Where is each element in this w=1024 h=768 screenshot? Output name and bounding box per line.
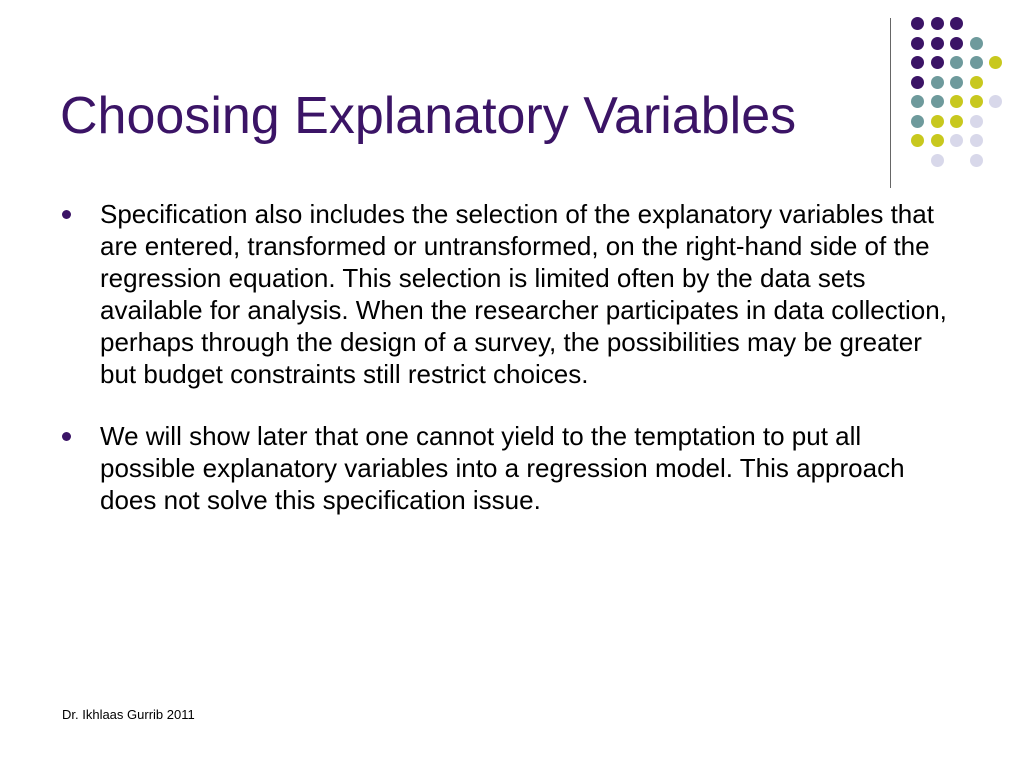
decorative-dot — [970, 115, 983, 128]
decorative-dot — [931, 56, 944, 69]
decorative-dot — [931, 95, 944, 108]
decorative-dot — [931, 17, 944, 30]
bullet-item — [62, 198, 962, 390]
decorative-dot — [950, 115, 963, 128]
decorative-dot — [911, 115, 924, 128]
bullet-dot-icon — [62, 210, 71, 219]
decorative-dot-grid — [0, 0, 1024, 200]
decorative-dot — [911, 37, 924, 50]
decorative-dot — [931, 154, 944, 167]
bullet-list — [62, 198, 962, 546]
decorative-dot — [911, 76, 924, 89]
decorative-dot — [931, 37, 944, 50]
decorative-dot — [970, 37, 983, 50]
decorative-dot — [970, 134, 983, 147]
decorative-dot — [970, 95, 983, 108]
decorative-dot — [911, 95, 924, 108]
bullet-text: Specification also includes the selection of the explanatory variables that are entered, transformed or untransformed, on the right-hand side of the regression equation. This selection is limited often by the data sets available for analysis. When the researcher participates in data collection, perhaps through the design of a survey, the possibilities may be greater but budget constraints still restrict choices. — [100, 199, 947, 389]
decorative-dot — [989, 95, 1002, 108]
decorative-dot — [989, 56, 1002, 69]
decorative-dot — [950, 17, 963, 30]
decorative-dot — [911, 17, 924, 30]
decorative-dot — [950, 56, 963, 69]
bullet-text: We will show later that one cannot yield to the temptation to put all possible explanatory variables into a regression model. This approach does not solve this specification issue. — [100, 421, 905, 515]
decorative-dot — [931, 76, 944, 89]
decorative-dot — [970, 76, 983, 89]
slide-title: Choosing Explanatory Variables — [60, 87, 797, 145]
bullet-dot-icon — [62, 432, 71, 441]
decorative-dot — [950, 134, 963, 147]
decorative-dot — [931, 134, 944, 147]
decorative-dot — [950, 76, 963, 89]
decorative-dot — [911, 56, 924, 69]
decorative-dot — [911, 134, 924, 147]
decorative-dot — [950, 37, 963, 50]
slide-footer: Dr. Ikhlaas Gurrib 2011 — [62, 707, 195, 722]
decorative-dot — [970, 154, 983, 167]
decorative-dot — [950, 95, 963, 108]
decorative-dot — [970, 56, 983, 69]
bullet-item — [62, 420, 962, 516]
decorative-dot — [931, 115, 944, 128]
